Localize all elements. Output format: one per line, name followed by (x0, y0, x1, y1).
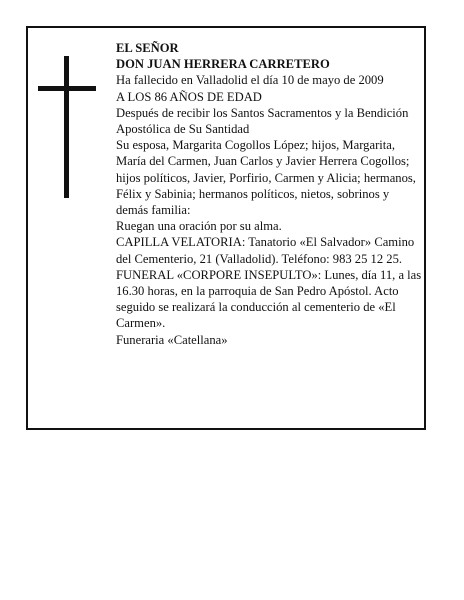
cross-icon (38, 56, 96, 198)
death-statement: Ha fallecido en Valladolid el día 10 de mayo de 2009 (116, 73, 384, 88)
cross-vertical-bar (64, 56, 69, 198)
obituary-notice (26, 26, 426, 430)
funeral-home: Funeraria «Catellana» (116, 332, 228, 347)
age-statement: A LOS 86 AÑOS DE EDAD (116, 89, 262, 104)
funeral-info: FUNERAL «CORPORE INSEPULTO»: Lunes, día 11, a las 16.30 horas, en la parroquia de San Pedro Apóstol. Acto seguido se realizará la conducción al cementerio de «El Carmen». (116, 267, 422, 331)
deceased-name: DON JUAN HERRERA CARRETERO (116, 57, 330, 72)
chapel-info: CAPILLA VELATORIA: Tanatorio «El Salvador» Camino del Cementerio, 21 (Valladolid). Teléfono: 983 25 12 25. (116, 235, 415, 266)
obituary-text (116, 40, 422, 348)
prayer-request: Ruegan una oración por su alma. (116, 219, 282, 234)
family-list: Su esposa, Margarita Cogollos López; hijos, Margarita, María del Carmen, Juan Carlos y Javier Herrera Cogollos; hijos políticos, Javier, Porfirio, Carmen y Alicia; hermanos, Félix y Sabinia; hermanos políticos, nietos, sobrinos y demás familia: (116, 138, 416, 218)
deceased-title: EL SEÑOR (116, 41, 179, 55)
sacraments-statement: Después de recibir los Santos Sacramentos y la Bendición Apostólica de Su Santidad (116, 105, 409, 137)
cross-horizontal-bar (38, 86, 96, 91)
